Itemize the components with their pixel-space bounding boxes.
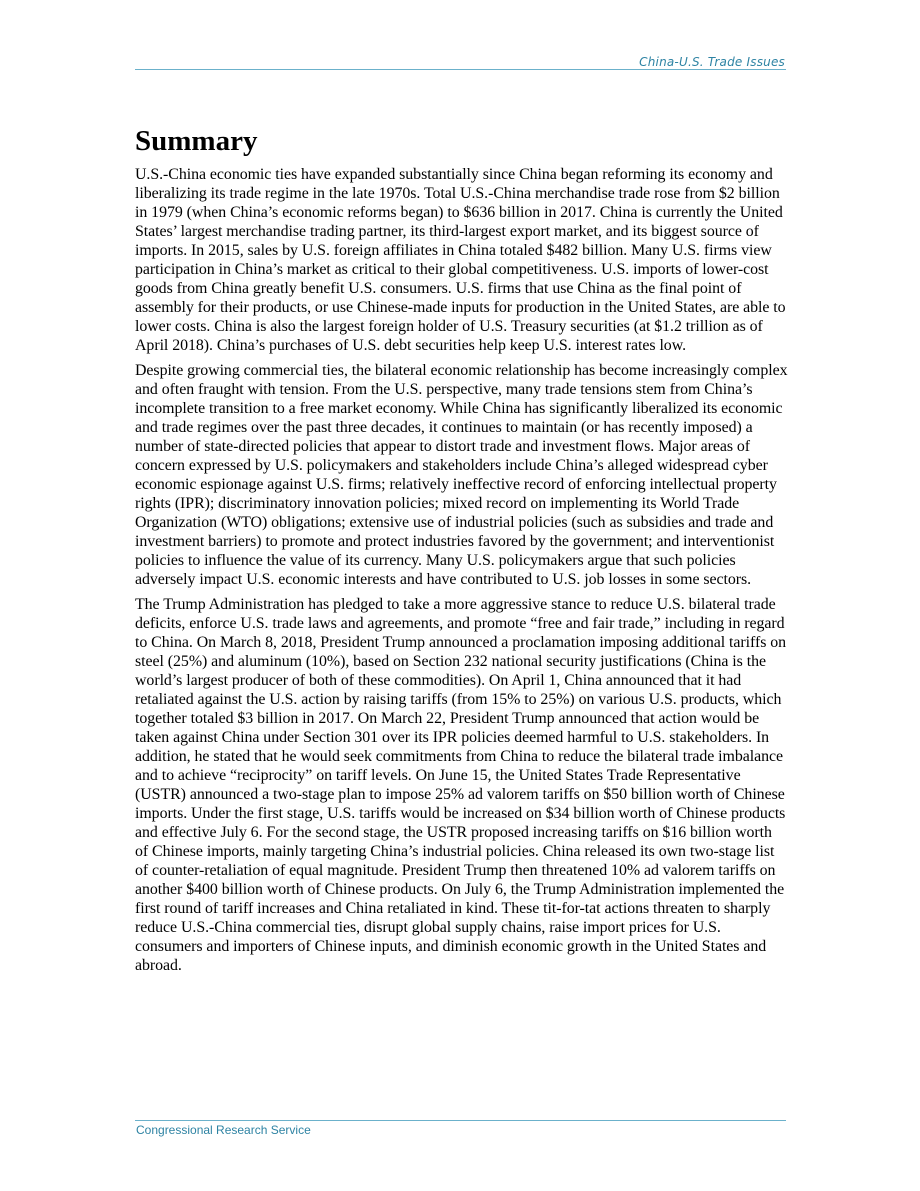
main-content (135, 122, 788, 981)
section-heading: Summary (135, 125, 258, 157)
running-header-title: China-U.S. Trade Issues (639, 55, 785, 69)
paragraph-2: Despite growing commercial ties, the bilateral economic relationship has become increasingly complex and often fraught with tension. From the U.S. perspective, many trade tensions stem from China’s incomplete transition to a free market economy. While China has significantly liberalized its economic and trade regimes over the past three decades, it continues to maintain (or has recently imposed) a number of state-directed policies that appear to distort trade and investment flows. Major areas of concern expressed by U.S. policymakers and stakeholders include China’s alleged widespread cyber economic espionage against U.S. firms; relatively ineffective record of enforcing intellectual property rights (IPR); discriminatory innovation policies; mixed record on implementing its World Trade Organization (WTO) obligations; extensive use of industrial policies (such as subsidies and trade and investment barriers) to promote and protect industries favored by the government; and interventionist policies to influence the value of its currency. Many U.S. policymakers argue that such policies adversely impact U.S. economic interests and have contributed to U.S. job losses in some sectors. (135, 362, 788, 588)
footer-organization: Congressional Research Service (136, 1123, 311, 1137)
footer-rule (135, 1120, 786, 1121)
header-rule (135, 69, 786, 70)
paragraph-1: U.S.-China economic ties have expanded substantially since China began reforming its economy and liberalizing its trade regime in the late 1970s. Total U.S.-China merchandise trade rose from $2 billion in 1979 (when China’s economic reforms began) to $636 billion in 2017. China is currently the United States’ largest merchandise trading partner, its third-largest export market, and its biggest source of imports. In 2015, sales by U.S. foreign affiliates in China totaled $482 billion. Many U.S. firms view participation in China’s market as critical to their global competitiveness. U.S. imports of lower-cost goods from China greatly benefit U.S. consumers. U.S. firms that use China as the final point of assembly for their products, or use Chinese-made inputs for production in the United States, are able to lower costs. China is also the largest foreign holder of U.S. Treasury securities (at $1.2 trillion as of April 2018). China’s purchases of U.S. debt securities help keep U.S. interest rates low. (135, 166, 786, 354)
paragraph-3: The Trump Administration has pledged to take a more aggressive stance to reduce U.S. bilateral trade deficits, enforce U.S. trade laws and agreements, and promote “free and fair trade,” including in regard to China. On March 8, 2018, President Trump announced a proclamation imposing additional tariffs on steel (25%) and aluminum (10%), based on Section 232 national security justifications (China is the world’s largest producer of both of these commodities). On April 1, China announced that it had retaliated against the U.S. action by raising tariffs (from 15% to 25%) on various U.S. products, which together totaled $3 billion in 2017. On March 22, President Trump announced that action would be taken against China under Section 301 over its IPR policies deemed harmful to U.S. stakeholders. In addition, he stated that he would seek commitments from China to reduce the bilateral trade imbalance and to achieve “reciprocity” on tariff levels. On June 15, the United States Trade Representative (USTR) announced a two-stage plan to impose 25% ad valorem tariffs on $50 billion worth of Chinese imports. Under the first stage, U.S. tariffs would be increased on $34 billion worth of Chinese products and effective July 6. For the second stage, the USTR proposed increasing tariffs on $16 billion worth of Chinese imports, mainly targeting China’s industrial policies. China released its own two-stage list of counter-retaliation of equal magnitude. President Trump then threatened 10% ad valorem tariffs on another $400 billion worth of Chinese products. On July 6, the Trump Administration implemented the first round of tariff increases and China retaliated in kind. These tit-for-tat actions threaten to sharply reduce U.S.-China commercial ties, disrupt global supply chains, raise import prices for U.S. consumers and importers of Chinese inputs, and diminish economic growth in the United States and abroad. (135, 596, 787, 974)
